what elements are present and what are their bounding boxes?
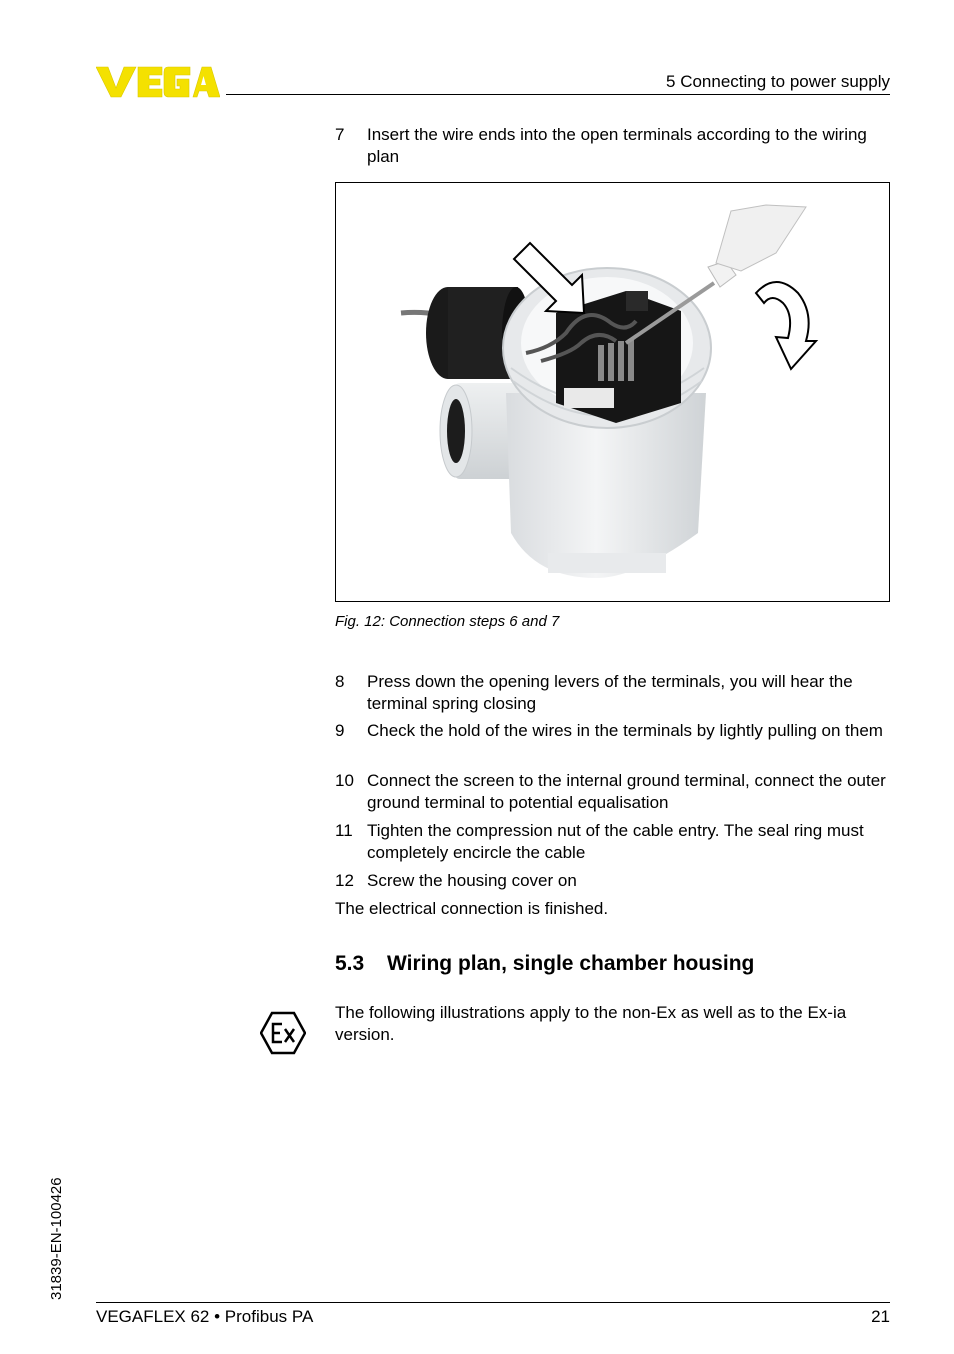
list-item bbox=[335, 820, 890, 864]
step-text: Check the hold of the wires in the terminals by lightly pulling on them bbox=[367, 721, 883, 740]
conclusion-text: The electrical connection is finished. bbox=[335, 899, 609, 918]
step-text: Connect the screen to the internal ground terminal, connect the outer ground terminal to potential equalisation bbox=[367, 771, 886, 812]
figure-connection-steps bbox=[335, 182, 890, 602]
page-number: 21 bbox=[871, 1307, 890, 1326]
figure-caption: Fig. 12: Connection steps 6 and 7 bbox=[335, 613, 560, 630]
vega-logo bbox=[96, 64, 220, 100]
ex-note-text: The following illustrations apply to the non-Ex as well as to the Ex-ia version. bbox=[335, 1003, 847, 1044]
list-item bbox=[335, 124, 890, 168]
step-text: Insert the wire ends into the open terminals according to the wiring plan bbox=[367, 125, 867, 166]
step-number: 7 bbox=[335, 125, 345, 144]
header-rule bbox=[226, 94, 890, 95]
list-item bbox=[335, 870, 890, 892]
list-item bbox=[335, 720, 890, 742]
step-number: 10 bbox=[335, 771, 354, 790]
ex-hexagon-icon bbox=[260, 1010, 306, 1056]
step-text: Screw the housing cover on bbox=[367, 871, 577, 890]
list-item bbox=[335, 671, 890, 715]
step-number: 8 bbox=[335, 672, 345, 691]
header-section-label: 5 Connecting to power supply bbox=[666, 72, 890, 91]
footer-rule bbox=[96, 1302, 890, 1303]
step-text: Tighten the compression nut of the cable entry. The seal ring must completely encircle the cable bbox=[367, 821, 864, 862]
section-number: 5.3 bbox=[335, 952, 365, 975]
housing-illustration bbox=[336, 183, 889, 601]
document-code: 31839-EN-100426 bbox=[48, 1177, 65, 1300]
step-number: 9 bbox=[335, 721, 345, 740]
step-number: 12 bbox=[335, 871, 354, 890]
step-text: Press down the opening levers of the terminals, you will hear the terminal spring closing bbox=[367, 672, 853, 713]
step-number: 11 bbox=[335, 821, 353, 840]
list-item bbox=[335, 770, 890, 814]
footer-product: VEGAFLEX 62 • Profibus PA bbox=[96, 1307, 314, 1326]
section-title: Wiring plan, single chamber housing bbox=[387, 952, 755, 975]
screwdriver-icon bbox=[626, 205, 806, 343]
section-heading bbox=[335, 952, 754, 976]
curved-arrow-icon bbox=[756, 282, 816, 369]
